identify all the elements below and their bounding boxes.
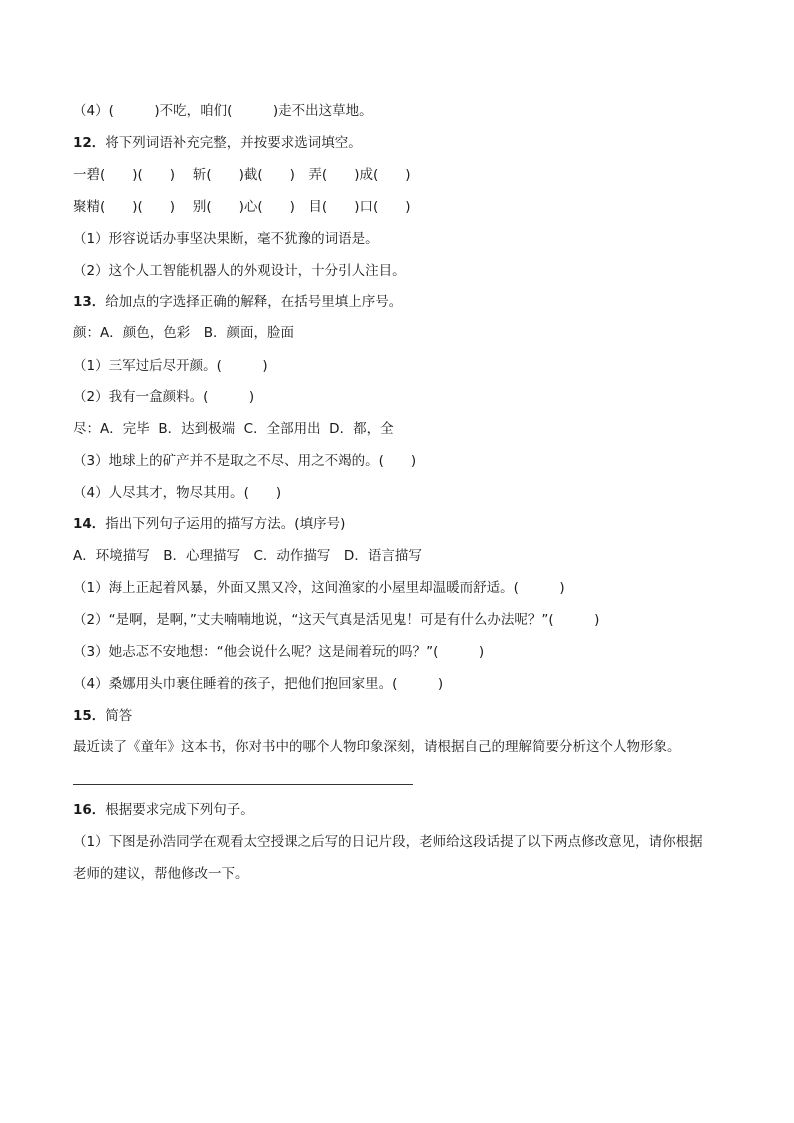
q13-options-jin: 尽：A．完毕 B．达到极端 C．全部用出 D．都，全 — [73, 421, 394, 437]
q12-prompt: 将下列词语补充完整，并按要求选词填空。 — [105, 135, 362, 151]
q13-item-2: （2）我有一盒颜料。( ) — [73, 389, 255, 405]
q15-heading — [73, 706, 132, 726]
q13-item-3: （3）地球上的矿产并不是取之不尽、用之不竭的。( ) — [73, 453, 417, 469]
q13-prompt: 给加点的字选择正确的解释，在括号里填上序号。 — [105, 294, 403, 310]
q13-item-4: （4）人尽其才，物尽其用。( ) — [73, 485, 282, 501]
q16-heading — [73, 800, 254, 820]
q13-number: 13． — [73, 294, 106, 310]
q16-item-1: （1）下图是孙浩同学在观看太空授课之后写的日记片段，老师给这段话提了以下两点修改意见，请你根据 — [73, 834, 703, 850]
q16-prompt: 根据要求完成下列句子。 — [105, 802, 254, 818]
q12-words-row-2: 聚精( )( ) 别( )心( ) 目( )口( ) — [73, 199, 411, 215]
q12-heading — [73, 133, 362, 153]
q14-item-2: （2）“是啊，是啊，”丈夫喃喃地说，“这天气真是活见鬼！可是有什么办法呢？”( ) — [73, 612, 600, 628]
q13-options-yan: 颜：A．颜色，色彩 B．颜面，脸面 — [73, 325, 294, 341]
q16-item-1-continued: 老师的建议，帮他修改一下。 — [73, 866, 249, 882]
q12-number: 12． — [73, 135, 106, 151]
q12-words-row-1: 一碧( )( ) 斩( )截( ) 弄( )成( ) — [73, 167, 411, 183]
q14-item-3: （3）她忐忑不安地想：“他会说什么呢？这是闹着玩的吗？”( ) — [73, 644, 485, 660]
q14-item-1: （1）海上正起着风暴，外面又黑又冷，这间渔家的小屋里却温暖而舒适。( ) — [73, 580, 565, 596]
q15-question: 最近读了《童年》这本书，你对书中的哪个人物印象深刻，请根据自己的理解简要分析这个人物形象。 — [73, 739, 681, 755]
q14-options: A．环境描写 B．心理描写 C．动作描写 D．语言描写 — [73, 548, 422, 564]
q16-number: 16． — [73, 802, 106, 818]
q12-item-2: （2）这个人工智能机器人的外观设计，十分引人注目。 — [73, 263, 406, 279]
q14-prompt: 指出下列句子运用的描写方法。(填序号) — [105, 516, 346, 532]
answer-line[interactable] — [73, 784, 413, 785]
q14-item-4: （4）桑娜用头巾裹住睡着的孩子，把他们抱回家里。( ) — [73, 676, 444, 692]
q13-item-1: （1）三军过后尽开颜。( ) — [73, 358, 268, 374]
q11-item-4: （4）( )不吃，咱们( )走不出这草地。 — [73, 103, 373, 119]
q14-heading — [73, 514, 345, 534]
q13-heading — [73, 292, 402, 312]
q14-number: 14． — [73, 516, 106, 532]
q15-prompt: 简答 — [105, 708, 133, 724]
q12-item-1: （1）形容说话办事坚决果断，毫不犹豫的词语是。 — [73, 231, 379, 247]
q15-number: 15． — [73, 708, 106, 724]
